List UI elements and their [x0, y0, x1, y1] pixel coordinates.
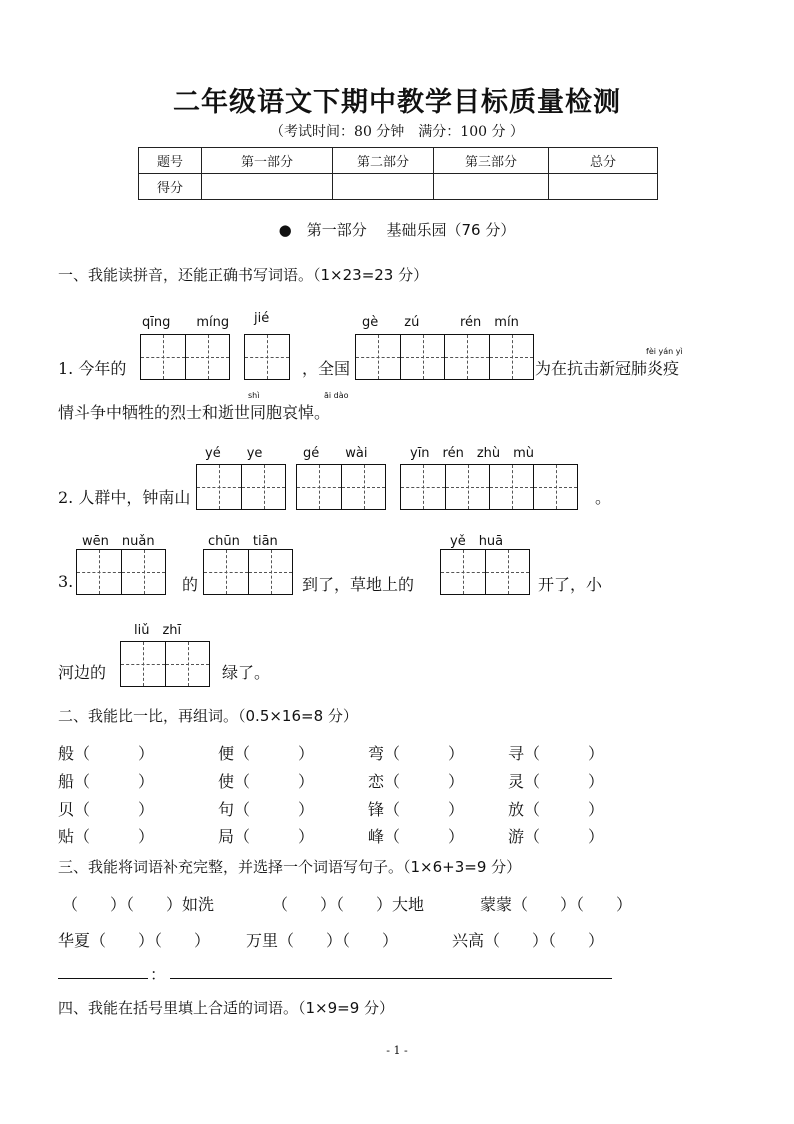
list-item[interactable]: 峰（ ） — [368, 827, 465, 846]
list-item[interactable]: 般（ ） — [58, 744, 155, 763]
list-item[interactable]: 弯（ ） — [368, 744, 465, 763]
pinyin-renmin: rén mín — [460, 315, 519, 330]
answer-line-sentence[interactable] — [170, 978, 612, 979]
q2-prefix: 2. 人群中，钟南山 — [58, 488, 191, 507]
list-item[interactable]: 锋（ ） — [368, 800, 465, 819]
list-item[interactable]: 放（ ） — [508, 800, 605, 819]
list-item[interactable]: 贝（ ） — [58, 800, 155, 819]
section3-heading: 三、我能将词语补充完整，并选择一个词语写句子。（1×6+3=9 分） — [58, 858, 522, 876]
writing-grid-qingming[interactable] — [140, 334, 230, 380]
list-item[interactable]: 使（ ） — [218, 772, 315, 791]
score-cell: 题号 — [139, 148, 202, 174]
q3-mid1: 的 — [182, 575, 199, 594]
writing-grid-yehua[interactable] — [440, 549, 530, 595]
annotation-feiyanyi: fèi yán yì — [646, 347, 683, 356]
list-item[interactable]: 游（ ） — [508, 827, 605, 846]
answer-line-word[interactable] — [58, 978, 148, 979]
writing-grid-gezu[interactable] — [355, 334, 445, 380]
idiom-blank[interactable]: 蒙蒙（ ）（ ） — [480, 895, 633, 914]
list-item[interactable]: 便（ ） — [218, 744, 315, 763]
section4-heading: 四、我能在括号里填上合适的词语。（1×9=9 分） — [58, 999, 395, 1017]
q1-mid: ，全国 — [302, 359, 351, 378]
pinyin-jie: jié — [254, 311, 270, 326]
pinyin-qingming: qīng míng — [142, 315, 230, 330]
score-cell: 得分 — [139, 174, 202, 200]
section2-heading: 二、我能比一比，再组词。（0.5×16=8 分） — [58, 707, 358, 725]
list-item[interactable]: 贴（ ） — [58, 827, 155, 846]
score-cell: 第二部分 — [333, 148, 434, 174]
score-input-part2[interactable] — [333, 174, 434, 200]
q1-line2: 情斗争中牺牲的烈士和逝世同胞哀悼。 — [58, 403, 331, 422]
idiom-blank[interactable]: （ ）（ ）大地 — [272, 895, 425, 914]
list-item[interactable]: 局（ ） — [218, 827, 315, 846]
score-cell: 第三部分 — [434, 148, 549, 174]
score-cell: 总分 — [549, 148, 658, 174]
pinyin-wennuan: wēn nuǎn — [82, 534, 155, 549]
q1-after: 为在抗击新冠肺炎疫 — [535, 359, 680, 378]
q3-line2-prefix: 河边的 — [58, 663, 107, 682]
part1-heading: ● 第一部分 基础乐园（76 分） — [278, 221, 516, 239]
pinyin-yinrenzhumu: yīn rén zhù mù — [410, 446, 535, 461]
score-input-part1[interactable] — [202, 174, 333, 200]
section1-heading: 一、我能读拼音，还能正确书写词语。（1×23=23 分） — [58, 266, 429, 284]
idiom-blank[interactable]: 兴高（ ）（ ） — [452, 931, 605, 950]
writing-grid-jie[interactable] — [244, 334, 290, 380]
score-input-part3[interactable] — [434, 174, 549, 200]
pinyin-liuzhi: liǔ zhī — [134, 623, 182, 638]
writing-grid-chuntian[interactable] — [203, 549, 293, 595]
writing-grid-yeye[interactable] — [196, 464, 286, 510]
pinyin-gewai: gé wài — [303, 446, 368, 461]
q3-mid3: 开了，小 — [538, 575, 603, 594]
pinyin-chuntian: chūn tiān — [208, 534, 278, 549]
annotation-aidao: āi dào — [324, 391, 349, 400]
writing-grid-liuzhi[interactable] — [120, 641, 210, 687]
q2-suffix: 。 — [595, 488, 612, 507]
writing-grid-gewai[interactable] — [296, 464, 386, 510]
list-item[interactable]: 灵（ ） — [508, 772, 605, 791]
colon: ： — [150, 965, 167, 984]
list-item[interactable]: 寻（ ） — [508, 744, 605, 763]
q3-line2-suffix: 绿了。 — [222, 663, 271, 682]
pinyin-yehua: yě huā — [450, 534, 504, 549]
score-cell: 第一部分 — [202, 148, 333, 174]
list-item[interactable]: 句（ ） — [218, 800, 315, 819]
writing-grid-renmin[interactable] — [444, 334, 534, 380]
idiom-blank[interactable]: 万里（ ）（ ） — [246, 931, 399, 950]
pinyin-gezu: gè zú — [362, 315, 420, 330]
page-number: - 1 - — [386, 1044, 408, 1057]
writing-grid-wennuan[interactable] — [76, 549, 166, 595]
score-input-total[interactable] — [549, 174, 658, 200]
list-item[interactable]: 船（ ） — [58, 772, 155, 791]
q1-prefix: 1. 今年的 — [58, 359, 127, 378]
pinyin-yeye: yé ye — [205, 446, 263, 461]
q3-prefix: 3. — [58, 572, 74, 591]
page-title: 二年级语文下期中教学目标质量检测 — [173, 87, 621, 118]
score-table — [138, 147, 658, 200]
list-item[interactable]: 恋（ ） — [368, 772, 465, 791]
writing-grid-yinrenzhumu[interactable] — [400, 464, 578, 510]
score-table-score-row — [139, 174, 658, 200]
score-table-header-row — [139, 148, 658, 174]
exam-info: （考试时间：80 分钟 满分：100 分 ） — [270, 124, 524, 140]
idiom-blank[interactable]: 华夏（ ）（ ） — [58, 931, 211, 950]
idiom-blank[interactable]: （ ）（ ）如洗 — [62, 895, 215, 914]
q3-mid2: 到了，草地上的 — [302, 575, 415, 594]
annotation-shi: shì — [248, 391, 260, 400]
